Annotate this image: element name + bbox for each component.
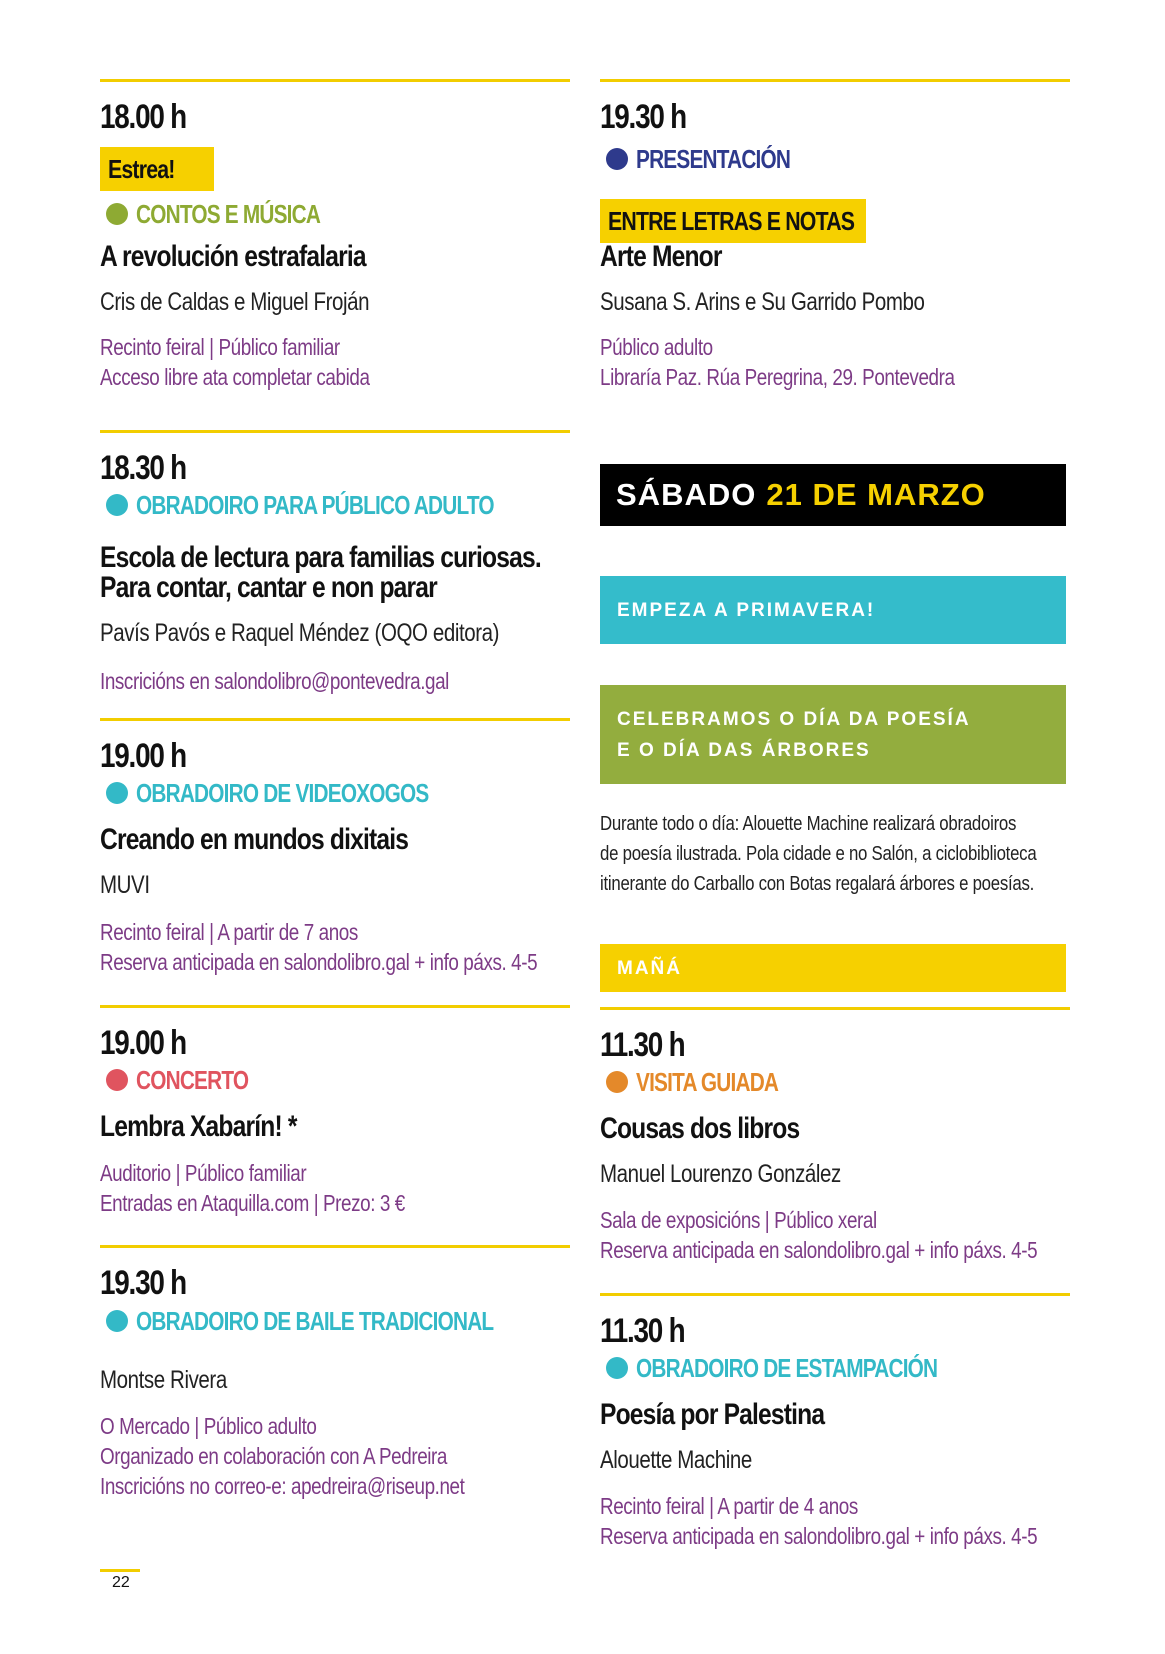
event-card bbox=[100, 430, 570, 694]
info-line: Inscricións no correo-e: apedreira@riseup.net bbox=[100, 1473, 465, 1499]
event-title: A revolución estrafalaria bbox=[100, 240, 366, 273]
dot-icon bbox=[106, 1069, 128, 1091]
event-info bbox=[600, 1205, 1037, 1265]
day-date: 21 DE MARZO bbox=[766, 477, 986, 512]
event-people: Pavís Pavós e Raquel Méndez (OQO editora) bbox=[100, 619, 500, 647]
event-info bbox=[100, 1158, 405, 1218]
day-header bbox=[600, 464, 1066, 526]
event-time: 19.00 h bbox=[100, 1024, 186, 1062]
premiere-badge bbox=[100, 147, 214, 191]
info-line: Sala de exposicións | Público xeral bbox=[600, 1207, 877, 1233]
event-card bbox=[100, 718, 570, 975]
event-time: 11.30 h bbox=[600, 1026, 685, 1064]
event-title: Lembra Xabarín! * bbox=[100, 1110, 297, 1143]
info-line: Entradas en Ataquilla.com | Prezo: 3 € bbox=[100, 1190, 405, 1216]
banner-line: CELEBRAMOS O DÍA DA POESÍA bbox=[617, 708, 971, 730]
event-info bbox=[100, 666, 449, 696]
dot-icon bbox=[606, 1357, 628, 1379]
event-category bbox=[106, 778, 502, 808]
info-line: Inscricións en salondolibro@pontevedra.gal bbox=[100, 668, 449, 694]
event-people: Alouette Machine bbox=[600, 1446, 752, 1474]
event-category bbox=[606, 1353, 1013, 1383]
event-category bbox=[106, 1306, 583, 1336]
event-time: 19.30 h bbox=[600, 98, 686, 136]
event-category bbox=[106, 1065, 276, 1095]
info-line: Recinto feiral | A partir de 4 anos bbox=[600, 1493, 858, 1519]
event-time: 19.00 h bbox=[100, 737, 186, 775]
event-category bbox=[106, 490, 583, 520]
category-label: OBRADOIRO DE VIDEOXOGOS bbox=[136, 777, 429, 808]
info-line: O Mercado | Público adulto bbox=[100, 1413, 317, 1439]
info-line: Recinto feiral | Público familiar bbox=[100, 334, 340, 360]
event-people: MUVI bbox=[100, 871, 150, 899]
category-label: OBRADOIRO DE ESTAMPACIÓN bbox=[636, 1352, 938, 1383]
series-badge bbox=[600, 199, 866, 243]
description-line: de poesía ilustrada. Pola cidade e no Salón, a ciclobiblioteca bbox=[600, 843, 1037, 865]
event-time: 18.00 h bbox=[100, 98, 186, 136]
info-line: Acceso libre ata completar cabida bbox=[100, 364, 370, 390]
event-time: 11.30 h bbox=[600, 1312, 685, 1350]
event-category bbox=[606, 144, 829, 174]
banner-line: E O DÍA DAS ÁRBORES bbox=[617, 739, 871, 761]
event-title: Poesía por Palestina bbox=[600, 1398, 825, 1431]
poetry-banner bbox=[600, 685, 1066, 784]
event-category bbox=[106, 199, 366, 229]
banner-label: MAÑÁ bbox=[617, 957, 682, 979]
event-category bbox=[606, 1067, 814, 1097]
event-card bbox=[600, 1007, 1070, 1263]
event-info bbox=[100, 1411, 464, 1501]
event-card bbox=[100, 1245, 570, 1499]
category-label: PRESENTACIÓN bbox=[636, 143, 791, 174]
info-line: Recinto feiral | A partir de 7 anos bbox=[100, 919, 358, 945]
event-card bbox=[100, 79, 570, 390]
event-time: 19.30 h bbox=[100, 1264, 186, 1302]
page-number: 22 bbox=[100, 1569, 140, 1592]
event-people: Manuel Lourenzo González bbox=[600, 1160, 841, 1188]
banner-label: EMPEZA A PRIMAVERA! bbox=[617, 599, 876, 621]
event-people: Susana S. Arins e Su Garrido Pombo bbox=[600, 288, 925, 316]
category-label: VISITA GUIADA bbox=[636, 1066, 779, 1097]
info-line: Reserva anticipada en salondolibro.gal + info páxs. 4-5 bbox=[100, 949, 538, 975]
badge-label: ENTRE LETRAS E NOTAS bbox=[608, 206, 855, 236]
day-description bbox=[600, 809, 1070, 899]
event-card bbox=[100, 1005, 570, 1216]
description-line: itinerante do Carballo con Botas regalará árbores e poesías. bbox=[600, 873, 1035, 895]
dot-icon bbox=[106, 494, 128, 516]
event-title: Escola de lectura para familias curiosas. Para contar, cantar e non parar bbox=[100, 541, 541, 604]
info-line: Auditorio | Público familiar bbox=[100, 1160, 307, 1186]
event-title: Cousas dos libros bbox=[600, 1112, 800, 1145]
event-people: Cris de Caldas e Miguel Froján bbox=[100, 288, 370, 316]
info-line: Público adulto bbox=[600, 334, 713, 360]
category-label: OBRADOIRO DE BAILE TRADICIONAL bbox=[136, 1305, 494, 1336]
spring-banner bbox=[600, 576, 1066, 644]
event-info bbox=[600, 332, 955, 392]
category-label: CONCERTO bbox=[136, 1064, 249, 1095]
badge-label: Estrea! bbox=[108, 154, 175, 184]
event-title: Arte Menor bbox=[600, 240, 722, 273]
event-card bbox=[600, 1293, 1070, 1549]
category-label: CONTOS E MÚSICA bbox=[136, 198, 321, 229]
event-card bbox=[600, 79, 1070, 390]
event-title: Creando en mundos dixitais bbox=[100, 823, 409, 856]
dot-icon bbox=[606, 1071, 628, 1093]
description-line: Durante todo o día: Alouette Machine realizará obradoiros bbox=[600, 813, 1017, 835]
info-line: Reserva anticipada en salondolibro.gal + info páxs. 4-5 bbox=[600, 1523, 1038, 1549]
info-line: Reserva anticipada en salondolibro.gal + info páxs. 4-5 bbox=[600, 1237, 1038, 1263]
info-line: Organizado en colaboración con A Pedreira bbox=[100, 1443, 448, 1469]
dot-icon bbox=[606, 148, 628, 170]
morning-banner bbox=[600, 944, 1066, 992]
info-line: Libraría Paz. Rúa Peregrina, 29. Pontevedra bbox=[600, 364, 955, 390]
event-info bbox=[100, 917, 537, 977]
event-people: Montse Rivera bbox=[100, 1366, 227, 1394]
dot-icon bbox=[106, 782, 128, 804]
event-time: 18.30 h bbox=[100, 449, 186, 487]
event-info bbox=[600, 1491, 1037, 1551]
dot-icon bbox=[106, 1310, 128, 1332]
category-label: OBRADOIRO PARA PÚBLICO ADULTO bbox=[136, 489, 494, 520]
dot-icon bbox=[106, 203, 128, 225]
event-info bbox=[100, 332, 370, 392]
day-weekday: SÁBADO bbox=[616, 477, 757, 512]
